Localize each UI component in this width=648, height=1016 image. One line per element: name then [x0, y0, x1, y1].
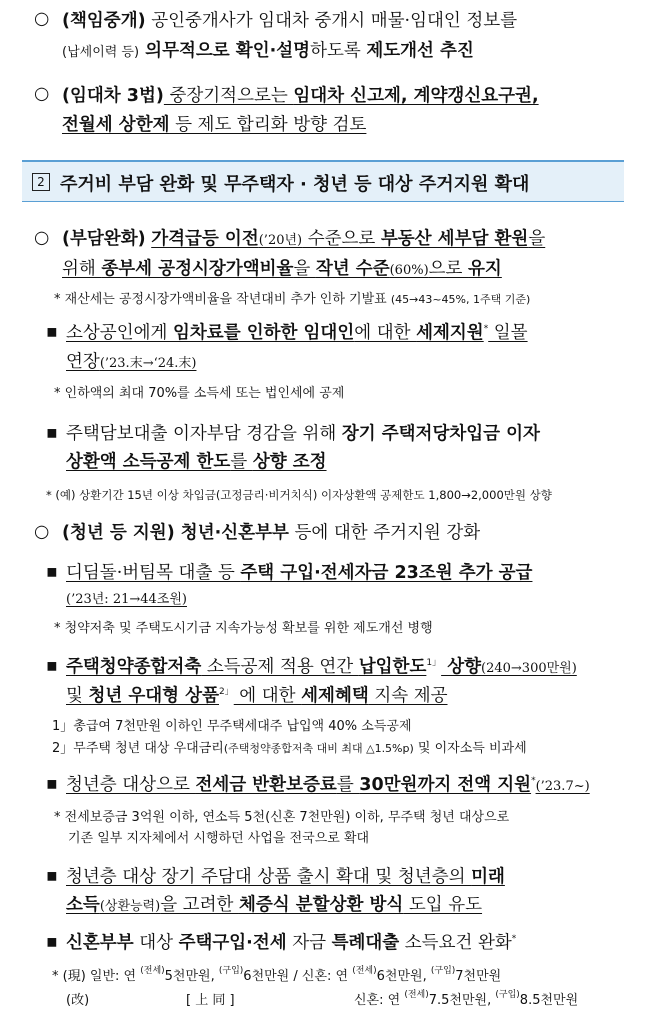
paragraph-line: 주택담보대출 이자부담 경감을 위해 장기 주택저당차입금 이자	[66, 424, 540, 444]
footnote: * (예) 상환기간 15년 이상 차입금(고정금리·비거치식) 이자상환액 공제한도 1,800→2,000만원 상향	[46, 488, 552, 502]
paragraph-line: 연장(’23.末→‘24.末)	[66, 352, 197, 372]
footnote: * 청약저축 및 주택도시기금 지속가능성 확보를 위한 제도개선 병행	[54, 621, 433, 636]
square-bullet: ▪	[46, 866, 58, 886]
circle-bullet: ○	[34, 9, 50, 29]
paragraph-line: (청년 등 지원) 청년·신혼부부 등에 대한 주거지원 강화	[62, 523, 481, 543]
paragraph-line: (납세이력 등) 의무적으로 확인·설명하도록 제도개선 추진	[62, 41, 474, 61]
paragraph-line: 신혼부부 대상 주택구입·전세 자금 특례대출 소득요건 완화*	[66, 933, 517, 953]
square-bullet: ▪	[46, 562, 58, 582]
circle-bullet: ○	[34, 228, 50, 248]
paragraph-line: 주택청약종합저축 소득공제 적용 연간 납입한도$^{1」}$ 상향(240→300만원)	[66, 657, 577, 677]
paragraph-line: 청년층 대상 장기 주담대 상품 출시 확대 및 청년층의 미래	[66, 867, 505, 887]
section-number: 2	[32, 173, 50, 191]
paragraph-line: 청년층 대상으로 전세금 반환보증료를 30만원까지 전액 지원*(’23.7~)	[66, 775, 590, 795]
footnote: * 인하액의 최대 70%를 소득세 또는 법인세에 공제	[54, 386, 345, 401]
paragraph-line: 디딤돌·버팀목 대출 등 주택 구입·전세자금 23조원 추가 공급	[66, 563, 533, 583]
square-bullet: ▪	[46, 932, 58, 952]
income-table-row-current: * (現) 일반: 연 $^{(전세)}$5천만원, $^{(구입)}$6천만원 / 신혼: 연 $^{(전세)}$6천만원, $^{(구입)}$7천만원	[52, 966, 502, 984]
paragraph-line: (책임중개) 공인중개사가 임대차 중개시 매물·임대인 정보를	[62, 11, 518, 31]
footnote: 기존 일부 지자체에서 시행하던 사업을 전국으로 확대	[68, 831, 370, 846]
income-table-row-revised-newlywed: 신혼: 연 $^{(전세)}$7.5천만원, $^{(구입)}$8.5천만원	[354, 990, 579, 1008]
square-bullet: ▪	[46, 656, 58, 676]
footnote: 1」총급여 7천만원 이하인 무주택세대주 납입액 40% 소득공제	[52, 719, 412, 734]
square-bullet: ▪	[46, 322, 58, 342]
paragraph-line: 및 청년 우대형 상품$^{2」}$ 에 대한 세제혜택 지속 제공	[66, 686, 448, 706]
square-bullet: ▪	[46, 423, 58, 443]
paragraph-line: 소상공인에게 임차료를 인하한 임대인에 대한 세제지원* 일몰	[66, 323, 528, 343]
paragraph-line: (부담완화) 가격급등 이전(’20년) 수준으로 부동산 세부담 환원을	[62, 229, 546, 249]
footnote: 2」무주택 청년 대상 우대금리(주택청약종합저축 대비 최대 △1.5%p) 및 이자소득 비과세	[52, 741, 527, 756]
paragraph-line: 소득(상환능력)을 고려한 체증식 분할상환 방식 도입 유도	[66, 895, 483, 915]
income-table-row-revised-general: [ 上 同 ]	[186, 993, 235, 1008]
paragraph-line: 상환액 소득공제 한도를 상향 조정	[66, 452, 327, 472]
section-banner	[22, 160, 624, 202]
footnote: * 재산세는 공정시장가액비율을 작년대비 추가 인하 기발표 (45→43~45%, 1주택 기준)	[54, 292, 531, 307]
paragraph-line: 전월세 상한제 등 제도 합리화 방향 검토	[62, 115, 367, 135]
square-bullet: ▪	[46, 774, 58, 794]
section-title: 주거비 부담 완화 및 무주택자 · 청년 등 대상 주거지원 확대	[60, 174, 530, 195]
paragraph-line: (’23년: 21→44조원)	[66, 592, 187, 607]
paragraph-line: 위해 종부세 공정시장가액비율을 작년 수준(60%)으로 유지	[62, 259, 502, 279]
income-table-row-revised: (改)	[66, 993, 90, 1008]
footnote: * 전세보증금 3억원 이하, 연소득 5천(신혼 7천만원) 이하, 무주택 청년 대상으로	[54, 810, 510, 825]
circle-bullet: ○	[34, 84, 50, 104]
circle-bullet: ○	[34, 522, 50, 542]
paragraph-line: (임대차 3법) 중장기적으로는 임대차 신고제, 계약갱신요구권,	[62, 86, 539, 106]
